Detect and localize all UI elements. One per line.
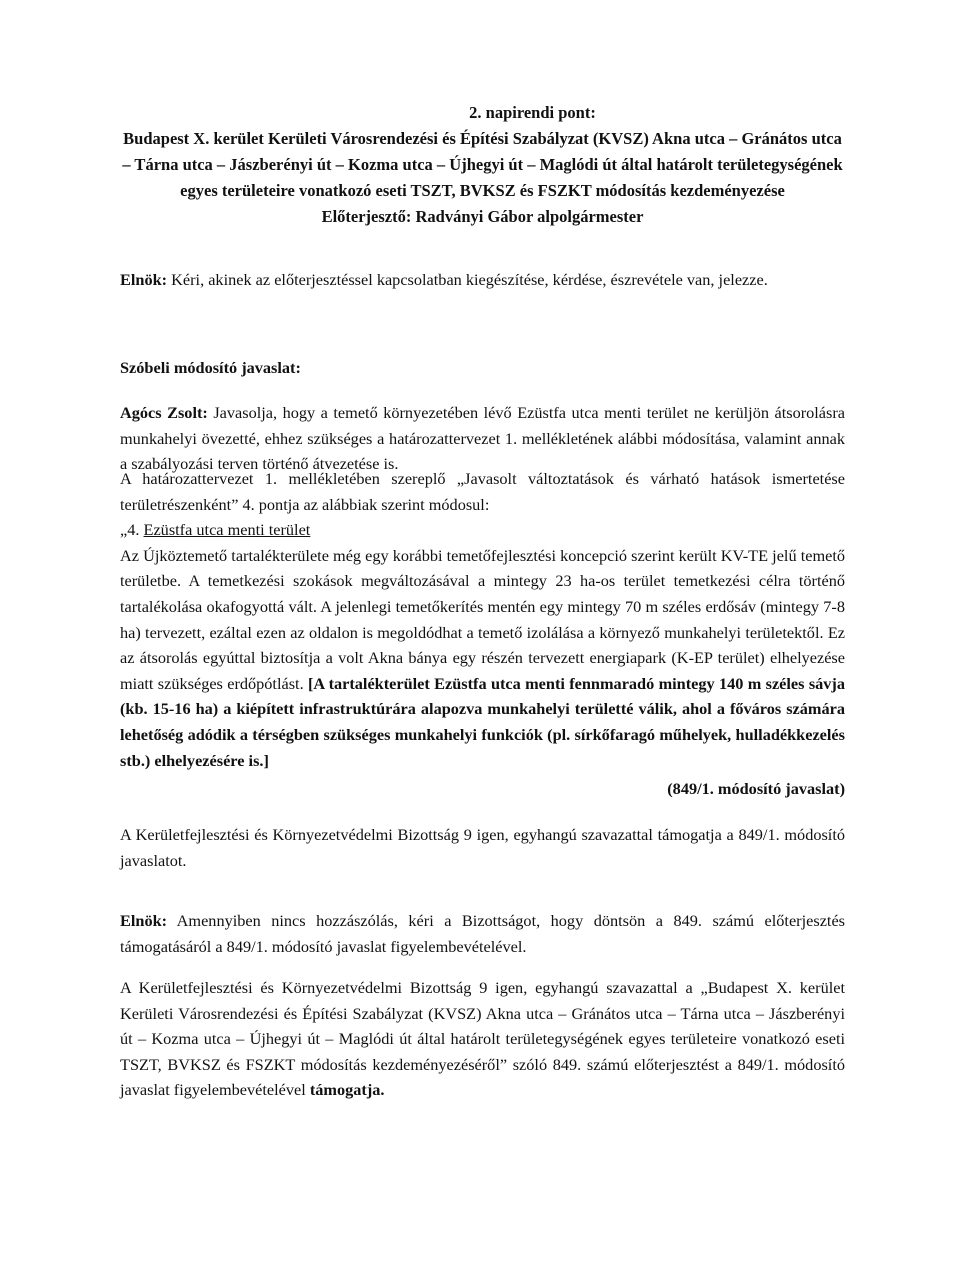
proposal-speaker: Agócs Zsolt: xyxy=(120,403,208,422)
section-title: Szóbeli módosító javaslat: xyxy=(120,358,301,377)
vote2-bold-end: támogatja. xyxy=(309,1080,385,1100)
proposal-reference: (849/1. módosító javaslat) xyxy=(667,779,845,798)
chair2-speaker: Elnök: xyxy=(120,911,168,930)
vote1-paragraph: A Kerületfejlesztési és Környezetvédelmi Bizottság 9 igen, egyhangú szavazattal támogatja a 849/1. módosító javaslatot. xyxy=(120,825,845,870)
document-title xyxy=(120,126,845,230)
proposal-text-2: A határozattervezet 1. mellékletében szereplő „Javasolt változtatások és várható hatások ismertetése területrészenként” 4. pontja az alábbiak szerint módosul: xyxy=(120,469,845,514)
proposal-text: Javasolja, hogy a temető környezetében lévő Ezüstfa utca menti terület ne kerüljön átsorolásra munkahelyi övezetté, ehhez szükséges a határozattervezet 1. mellékletének alábbi módosítása, valamint annak a szabályozási terven történő átvezetése is. xyxy=(120,403,846,474)
intro-text: Kéri, akinek az előterjesztéssel kapcsolatban kiegészítése, kérdése, észrevétele van, jelezze. xyxy=(171,270,768,289)
proposal-paragraph-2 xyxy=(120,466,845,773)
intro-speaker: Elnök: xyxy=(120,270,168,289)
intro-paragraph xyxy=(120,267,845,293)
item-body: Az Újköztemető tartalékterülete még egy korábbi temetőfejlesztési koncepció szerint került KV-TE jelű temető területbe. A temetkezési szokások megváltozásával a mintegy 23 ha-os terület temetkezési célra történő tartalékolása okafogyottá vált. A jelenlegi temetőkerítés mentén egy mintegy 70 m széles erdősáv (mintegy 7-8 ha) tervezett, ezáltal ezen az oldalon is megoldódhat a temető izolálása a környező munkahelyi területektől. Ez az átsorolás egyúttal biztosítja a volt Akna bánya egy részén tervezett energiapark (K-EP terület) elhelyezése miatt szükséges erdőpótlást. xyxy=(120,545,845,693)
presenter: Előterjesztő: Radványi Gábor alpolgármester xyxy=(321,207,644,226)
chair2-text: Amennyiben nincs hozzászólás, kéri a Bizottságot, hogy döntsön a 849. számú előterjesztés támogatásáról a 849/1. módosító javaslat figyelembevételével. xyxy=(120,911,845,956)
vote2-text: A Kerületfejlesztési és Környezetvédelmi Bizottság 9 igen, egyhangú szavazattal a „Budapest X. kerület Kerületi Városrendezési és Építési Szabályzat (KVSZ) Akna utca – Gránátos utca – Tárna utca – Jászberényi út – Kozma utca – Újhegyi út – Maglódi út által határolt területegységének egyes területeire vonatkozó eseti TSZT, BVKSZ és FSZKT módosítás kezdeményezéséről” szóló 849. számú előterjesztést a 849/1. módosító javaslat figyelembevételével xyxy=(120,978,845,1100)
chair2-paragraph xyxy=(120,908,845,959)
item-body-bold: [A tartalékterület Ezüstfa utca menti fennmaradó mintegy 140 m széles sávja (kb. 15-16 ha) a kiépített infrastruktúrára alapozva munkahelyi területté válik, ahol a főváros számára lehetőség adódik a térségben szükséges munkahelyi funkciók (pl. sírkőfaragó műhelyek, hulladékkezelés stb.) elhelyezésére is.] xyxy=(120,673,845,770)
agenda-point: 2. napirendi pont: xyxy=(469,103,596,122)
vote2-paragraph xyxy=(120,975,845,1103)
item-title: Ezüstfa utca menti terület xyxy=(143,520,311,540)
title-text: Budapest X. kerület Kerületi Városrendezési és Építési Szabályzat (KVSZ) Akna utca – Gránátos utca – Tárna utca – Jászberényi út – Kozma utca – Újhegyi út – Maglódi út által határolt területegységének egyes területeire vonatkozó eseti TSZT, BVKSZ és FSZKT módosítás kezdeményezése xyxy=(122,129,843,200)
item-prefix: „4. xyxy=(120,520,144,540)
